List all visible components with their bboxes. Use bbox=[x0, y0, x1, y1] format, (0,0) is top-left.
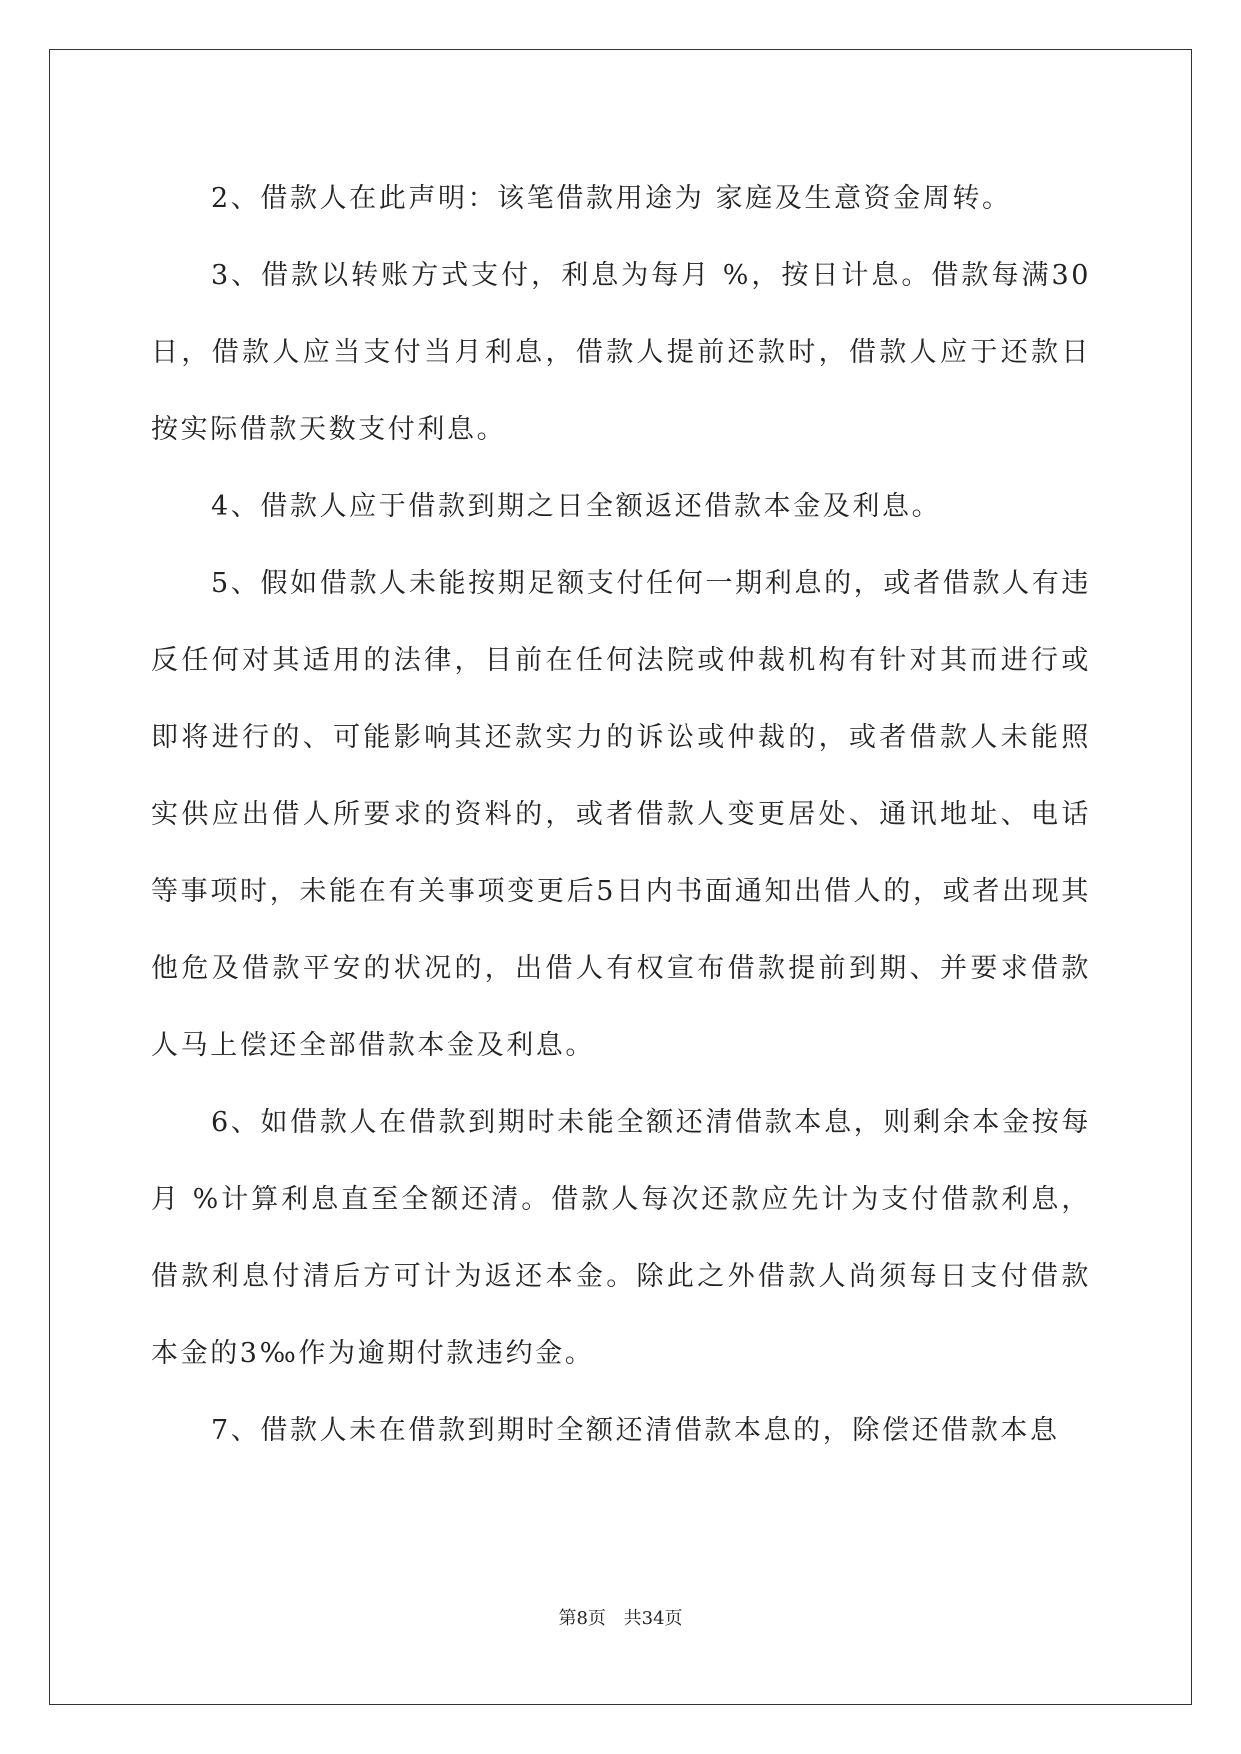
page-footer bbox=[0, 1604, 1241, 1630]
paragraph-clause-4: 4、借款人应于借款到期之日全额返还借款本金及利息。 bbox=[211, 491, 942, 522]
page-total: 共34页 bbox=[623, 1608, 683, 1629]
paragraph-clause-3: 3、借款以转账方式支付，利息为每月 %，按日计息。借款每满30日，借款人应当支付当月利息，借款人提前还款时，借款人应于还款日按实际借款天数支付利息。 bbox=[151, 260, 1091, 445]
paragraph-clause-5: 5、假如借款人未能按期足额支付任何一期利息的，或者借款人有违反任何对其适用的法律，目前在任何法院或仲裁机构有针对其而进行或即将进行的、可能影响其还款实力的诉讼或仲裁的，或者借款人未能照实供应出借人所要求的资料的，或者借款人变更居处、通讯地址、电话等事项时，未能在有关事项变更后5日内书面通知出借人的，或者出现其他危及借款平安的状况的，出借人有权宣布借款提前到期、并要求借款人马上偿还全部借款本金及利息。 bbox=[151, 568, 1091, 1061]
paragraph-clause-2: 2、借款人在此声明：该笔借款用途为 家庭及生意资金周转。 bbox=[211, 183, 1012, 214]
paragraph-clause-6: 6、如借款人在借款到期时未能全额还清借款本息，则剩余本金按每月 %计算利息直至全额还清。借款人每次还款应先计为支付借款利息，借款利息付清后方可计为返还本金。除此之外借款人尚须每日支付借款本金的3‰作为逾期付款违约金。 bbox=[151, 1107, 1091, 1369]
page-number: 第8页 bbox=[558, 1608, 606, 1629]
paragraph-clause-7: 7、借款人未在借款到期时全额还清借款本息的，除偿还借款本息 bbox=[211, 1415, 1060, 1446]
document-body bbox=[151, 160, 1091, 1469]
